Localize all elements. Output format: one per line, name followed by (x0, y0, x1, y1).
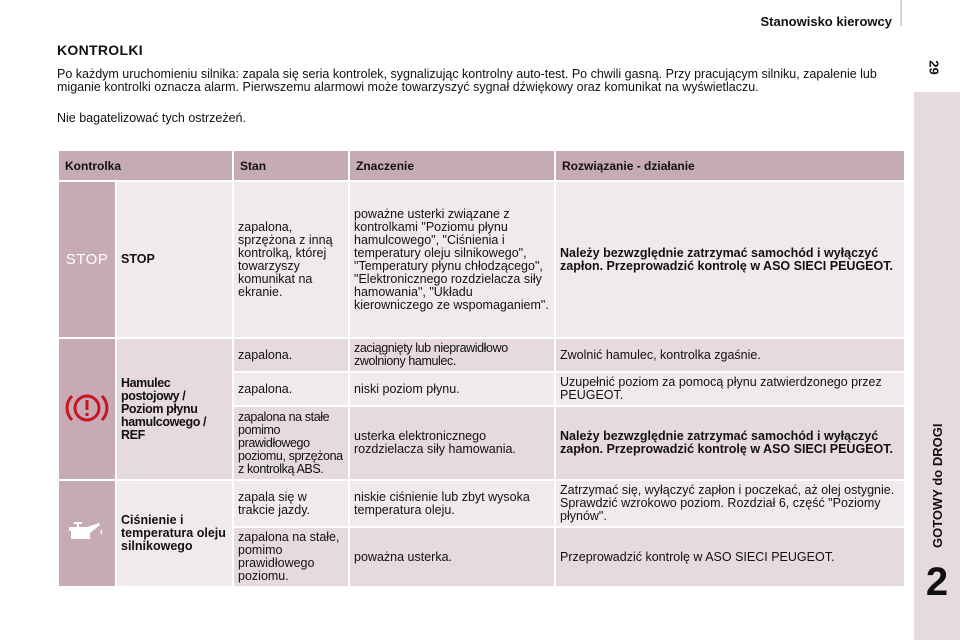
table-row-oil-1 (59, 481, 904, 526)
warning-lights-table (57, 149, 906, 588)
brake-action-2: Uzupełnić poziom za pomocą płynu zatwierdzonego przez PEUGEOT. (556, 373, 904, 405)
oil-state-2: zapalona na stałe, pomimo prawidłowego poziomu. (234, 528, 348, 586)
page-number: 29 (926, 60, 942, 75)
oil-action-2: Przeprowadzić kontrolę w ASO SIECI PEUGEOT. (556, 528, 904, 586)
brake-state-2: zapalona. (234, 373, 348, 405)
brake-meaning-1: zaciągnięty lub nieprawidłowo zwolniony hamulec. (350, 339, 554, 371)
intro-paragraph: Po każdym uruchomieniu silnika: zapala się seria kontrolek, sygnalizując kontrolny auto-test. Po chwili gasną. Przy pracującym silniku, zapalenie lub miganie kontrolki oznacza alarm. Pierwszemu alarmowi może towarzyszyć sygnał dźwiękowy oraz komunikat na wyświetlaczu. (57, 67, 877, 94)
oil-icon-cell (59, 481, 115, 586)
section-title: KONTROLKI (57, 42, 143, 58)
stop-action: Należy bezwzględnie zatrzymać samochód i wyłączyć zapłon. Przeprowadzić kontrolę w ASO SIECI PEUGEOT. (556, 182, 904, 337)
oil-can-icon (65, 519, 109, 545)
chapter-title: GOTOWY do DROGI (930, 423, 945, 548)
table-row-stop (59, 182, 904, 337)
chapter-side-band (914, 92, 960, 640)
stop-state: zapalona, sprzężona z inną kontrolką, której towarzyszy komunikat na ekranie. (234, 182, 348, 337)
oil-meaning-1: niskie ciśnienie lub zbyt wysoka temperatura oleju. (350, 481, 554, 526)
oil-name: Ciśnienie i temperatura oleju silnikowego (117, 481, 232, 586)
stop-meaning: poważne usterki związane z kontrolkami "Poziomu płynu hamulcowego", "Ciśnienia i temperatury oleju silnikowego", "Temperatury płynu chłodzącego", "Elektronicznego rozdzielacza siły hamowania", "Układu kierowniczego ze wspomaganiem". (350, 182, 554, 337)
column-header-stan: Stan (234, 151, 348, 180)
brake-warning-icon (64, 389, 110, 427)
column-header-rozwiazanie: Rozwiązanie - działanie (556, 151, 904, 180)
brake-icon-cell (59, 339, 115, 479)
brake-name: Hamulec postojowy / Poziom płynu hamulcowego / REF (117, 339, 232, 479)
oil-action-1: Zatrzymać się, wyłączyć zapłon i poczekać, aż olej ostygnie. Sprawdzić wzrokowo poziom. Rozdział 6, część "Poziomy płynów". (556, 481, 904, 526)
brake-action-3: Należy bezwzględnie zatrzymać samochód i wyłączyć zapłon. Przeprowadzić kontrolę w ASO SIECI PEUGEOT. (556, 407, 904, 479)
oil-state-1: zapala się w trakcie jazdy. (234, 481, 348, 526)
column-header-znaczenie: Znaczenie (350, 151, 554, 180)
oil-meaning-2: poważna usterka. (350, 528, 554, 586)
warning-paragraph: Nie bagatelizować tych ostrzeżeń. (57, 111, 246, 125)
brake-state-1: zapalona. (234, 339, 348, 371)
brake-meaning-3: usterka elektronicznego rozdzielacza siły hamowania. (350, 407, 554, 479)
stop-name: STOP (117, 182, 232, 337)
column-header-kontrolka: Kontrolka (59, 151, 232, 180)
brake-action-1: Zwolnić hamulec, kontrolka zgaśnie. (556, 339, 904, 371)
page-header-title: Stanowisko kierowcy (760, 14, 892, 29)
stop-warning-icon: STOP (65, 250, 109, 268)
chapter-number: 2 (925, 560, 949, 604)
brake-state-3: zapalona na stałe pomimo prawidłowego poziomu, sprzężona z kontrolką ABS. (234, 407, 348, 479)
stop-icon-cell (59, 182, 115, 337)
header-divider (900, 0, 902, 26)
brake-meaning-2: niski poziom płynu. (350, 373, 554, 405)
table-header-row (59, 151, 904, 180)
table-row-brake-1 (59, 339, 904, 371)
